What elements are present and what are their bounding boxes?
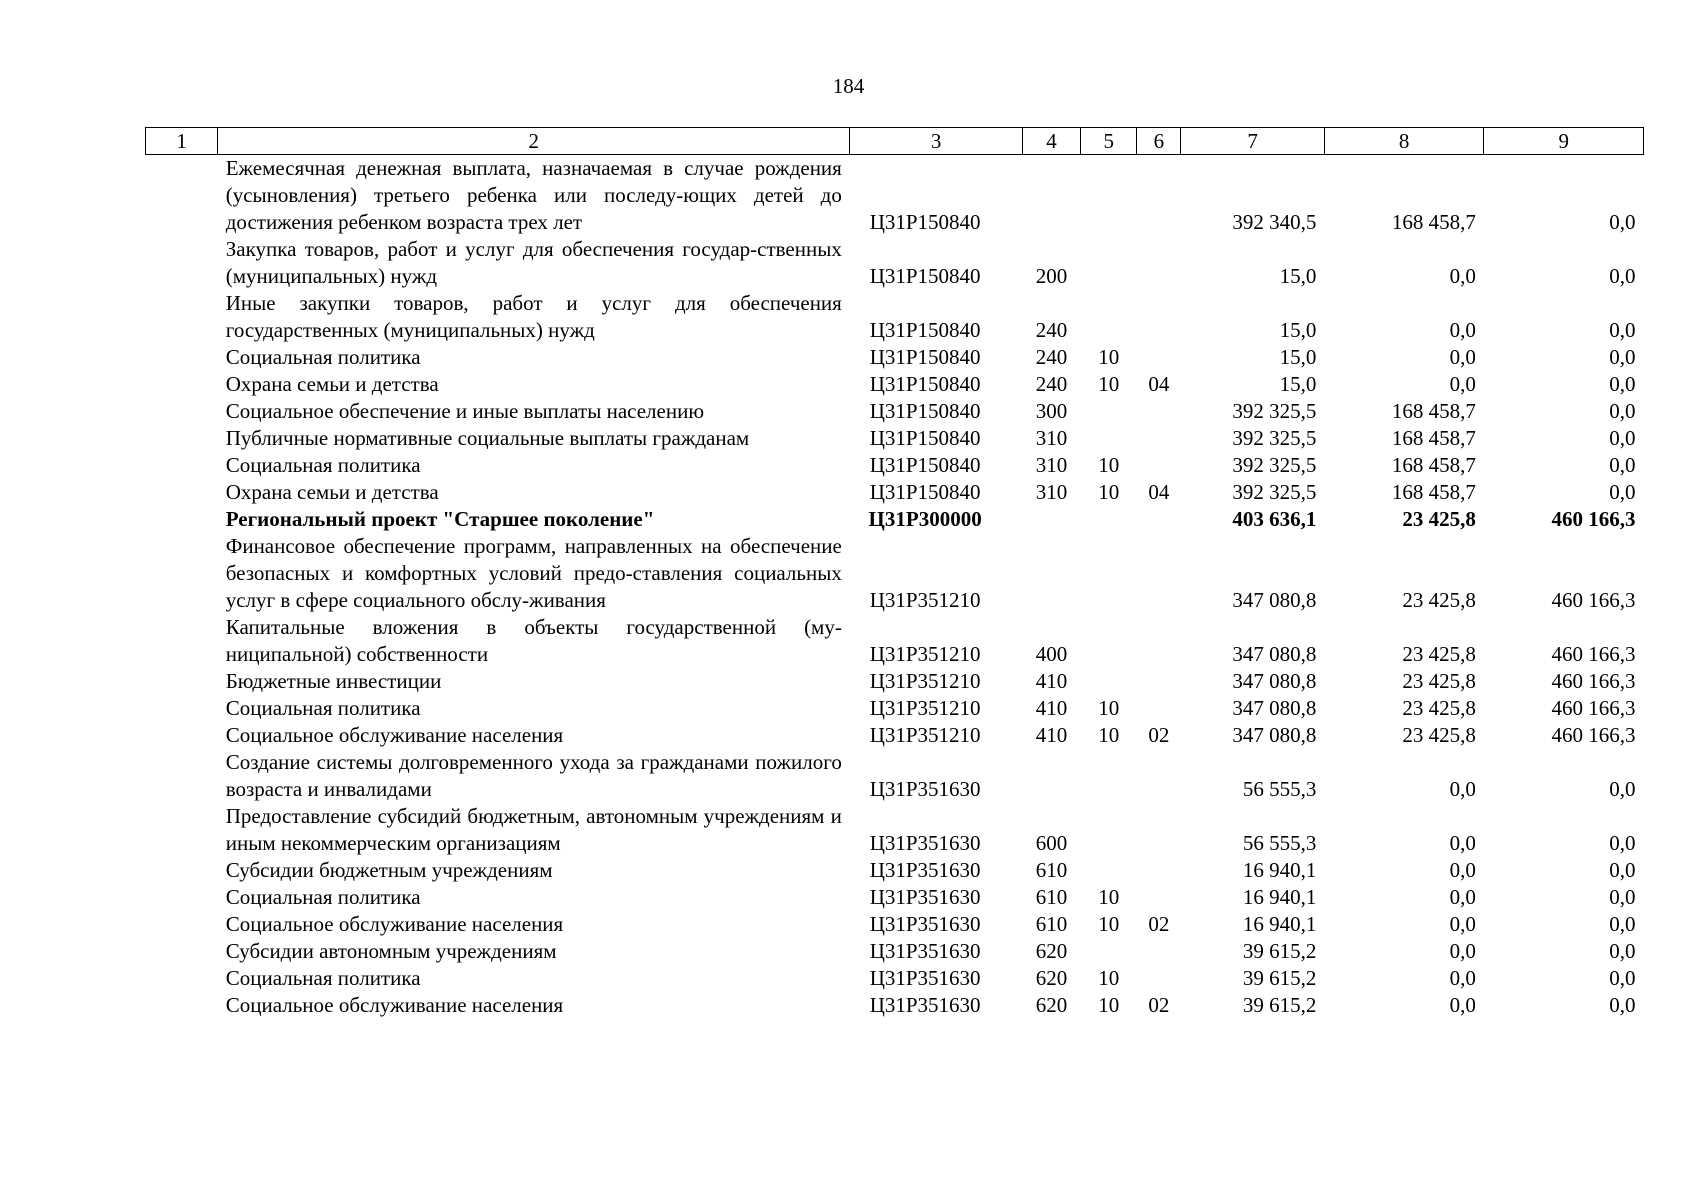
row-expense-type: 620 <box>1035 966 1068 990</box>
table-row <box>146 722 1644 749</box>
row-section: 10 <box>1098 345 1120 369</box>
row-amount-3: 0,0 <box>1609 777 1636 801</box>
row-subsection: 02 <box>1148 723 1170 747</box>
table-row <box>146 479 1644 506</box>
row-name: Социальная политика <box>225 966 421 990</box>
row-expense-type <box>1022 155 1080 237</box>
row-subsection <box>1137 290 1181 344</box>
row-amount-3: 0,0 <box>1609 345 1636 369</box>
header-col-2: 2 <box>218 128 850 155</box>
row-subsection <box>1137 938 1181 965</box>
row-section <box>1081 857 1137 884</box>
row-amount-3: 0,0 <box>1609 885 1636 909</box>
row-amount-3: 0,0 <box>1609 912 1636 936</box>
row-target-code: Ц31Р351630 <box>869 912 981 936</box>
num-col-1 <box>146 911 218 938</box>
row-subsection <box>1137 803 1181 857</box>
row-amount-2: 168 458,7 <box>1391 453 1476 477</box>
row-subsection <box>1137 533 1181 614</box>
row-target-code: Ц31Р150840 <box>869 480 981 504</box>
row-target-code: Ц31Р150840 <box>869 318 981 342</box>
table-row <box>146 398 1644 425</box>
num-col-1 <box>146 884 218 911</box>
row-amount-1: 347 080,8 <box>1232 696 1317 720</box>
row-amount-1: 392 325,5 <box>1232 426 1317 450</box>
row-section <box>1081 290 1137 344</box>
row-target-code: Ц31Р351210 <box>869 669 981 693</box>
row-expense-type: 610 <box>1035 858 1068 882</box>
row-section <box>1081 398 1137 425</box>
row-target-code: Ц31Р351210 <box>869 723 981 747</box>
row-expense-type: 300 <box>1035 399 1068 423</box>
row-section <box>1081 425 1137 452</box>
row-expense-type <box>1022 749 1080 803</box>
table-row <box>146 344 1644 371</box>
row-amount-1: 16 940,1 <box>1242 912 1317 936</box>
row-name: Охрана семьи и детства <box>225 372 439 396</box>
row-amount-2: 168 458,7 <box>1391 426 1476 450</box>
row-section: 10 <box>1098 453 1120 477</box>
row-amount-2: 23 425,8 <box>1402 723 1476 747</box>
row-expense-type <box>1022 506 1080 533</box>
row-expense-type: 600 <box>1035 831 1068 855</box>
header-col-6: 6 <box>1137 128 1181 155</box>
row-name: Создание системы долговременного ухода за гражданами пожилого возраста и инвалидами <box>225 750 842 801</box>
row-subsection <box>1137 452 1181 479</box>
row-target-code: Ц31Р351630 <box>869 966 981 990</box>
row-amount-2: 0,0 <box>1449 831 1476 855</box>
row-amount-2: 0,0 <box>1449 264 1476 288</box>
table-row <box>146 452 1644 479</box>
num-col-1 <box>146 614 218 668</box>
row-expense-type: 410 <box>1035 723 1068 747</box>
row-amount-1: 16 940,1 <box>1242 858 1317 882</box>
row-amount-2: 0,0 <box>1449 858 1476 882</box>
row-amount-1: 15,0 <box>1279 264 1317 288</box>
row-subsection <box>1137 236 1181 290</box>
row-amount-3: 0,0 <box>1609 939 1636 963</box>
row-amount-2: 168 458,7 <box>1391 480 1476 504</box>
num-col-1 <box>146 857 218 884</box>
row-amount-2: 168 458,7 <box>1391 210 1476 234</box>
header-col-8: 8 <box>1324 128 1484 155</box>
row-name: Региональный проект "Старшее поколение" <box>225 507 655 531</box>
row-target-code: Ц31Р351630 <box>869 939 981 963</box>
row-amount-1: 15,0 <box>1279 372 1317 396</box>
row-amount-1: 347 080,8 <box>1232 669 1317 693</box>
row-section <box>1081 668 1137 695</box>
row-target-code: Ц31Р150840 <box>869 210 981 234</box>
table-row <box>146 668 1644 695</box>
row-name: Социальная политика <box>225 453 421 477</box>
num-col-1 <box>146 695 218 722</box>
row-target-code: Ц31Р351630 <box>869 885 981 909</box>
num-col-1 <box>146 155 218 237</box>
row-amount-3: 460 166,3 <box>1551 669 1636 693</box>
row-subsection <box>1137 425 1181 452</box>
row-amount-3: 460 166,3 <box>1551 588 1636 612</box>
row-amount-2: 23 425,8 <box>1402 642 1476 666</box>
row-expense-type: 310 <box>1035 453 1068 477</box>
row-amount-1: 56 555,3 <box>1242 777 1317 801</box>
row-amount-1: 392 325,5 <box>1232 453 1317 477</box>
num-col-1 <box>146 398 218 425</box>
row-amount-2: 0,0 <box>1449 993 1476 1017</box>
table-body <box>146 155 1644 1020</box>
row-section: 10 <box>1098 723 1120 747</box>
row-name: Капитальные вложения в объекты государственной (му-ниципальной) собственности <box>225 615 842 666</box>
row-section: 10 <box>1098 993 1120 1017</box>
table-row <box>146 614 1644 668</box>
row-amount-3: 0,0 <box>1609 426 1636 450</box>
row-section <box>1081 803 1137 857</box>
row-amount-1: 16 940,1 <box>1242 885 1317 909</box>
num-col-1 <box>146 668 218 695</box>
row-subsection <box>1137 344 1181 371</box>
row-target-code: Ц31Р150840 <box>869 372 981 396</box>
row-amount-1: 347 080,8 <box>1232 642 1317 666</box>
row-amount-1: 56 555,3 <box>1242 831 1317 855</box>
row-amount-2: 0,0 <box>1449 912 1476 936</box>
table-row <box>146 884 1644 911</box>
table-row <box>146 749 1644 803</box>
row-amount-1: 392 340,5 <box>1232 210 1317 234</box>
table-row <box>146 911 1644 938</box>
row-name: Социальное обеспечение и иные выплаты населению <box>225 399 705 423</box>
num-col-1 <box>146 344 218 371</box>
row-section: 10 <box>1098 480 1120 504</box>
row-amount-2: 0,0 <box>1449 939 1476 963</box>
row-name: Иные закупки товаров, работ и услуг для обеспечения государственных (муниципальных) нужд <box>225 291 842 342</box>
num-col-1 <box>146 992 218 1019</box>
row-subsection: 04 <box>1148 480 1170 504</box>
row-target-code: Ц31Р150840 <box>869 426 981 450</box>
table-row <box>146 857 1644 884</box>
table-row <box>146 371 1644 398</box>
row-subsection <box>1137 614 1181 668</box>
row-target-code: Ц31Р351210 <box>869 696 981 720</box>
row-section: 10 <box>1098 912 1120 936</box>
row-amount-1: 15,0 <box>1279 318 1317 342</box>
table-row <box>146 938 1644 965</box>
row-amount-3: 0,0 <box>1609 966 1636 990</box>
row-amount-2: 23 425,8 <box>1402 696 1476 720</box>
num-col-1 <box>146 479 218 506</box>
num-col-1 <box>146 371 218 398</box>
header-col-1: 1 <box>146 128 218 155</box>
header-col-4: 4 <box>1022 128 1080 155</box>
header-col-3: 3 <box>850 128 1023 155</box>
row-expense-type <box>1022 533 1080 614</box>
row-expense-type: 240 <box>1035 345 1068 369</box>
row-amount-1: 15,0 <box>1279 345 1317 369</box>
row-section <box>1081 749 1137 803</box>
row-amount-2: 0,0 <box>1449 885 1476 909</box>
row-section: 10 <box>1098 696 1120 720</box>
row-section <box>1081 533 1137 614</box>
num-col-1 <box>146 506 218 533</box>
row-amount-3: 0,0 <box>1609 399 1636 423</box>
row-expense-type: 610 <box>1035 885 1068 909</box>
row-name: Социальная политика <box>225 696 421 720</box>
row-subsection <box>1137 965 1181 992</box>
row-subsection <box>1137 857 1181 884</box>
row-amount-2: 23 425,8 <box>1402 669 1476 693</box>
row-target-code: Ц31Р150840 <box>869 264 981 288</box>
table-row <box>146 803 1644 857</box>
budget-table <box>145 127 1644 1019</box>
row-amount-1: 347 080,8 <box>1232 723 1317 747</box>
num-col-1 <box>146 722 218 749</box>
row-target-code: Ц31Р300000 <box>868 507 982 531</box>
table-row <box>146 290 1644 344</box>
row-target-code: Ц31Р150840 <box>869 345 981 369</box>
row-name: Социальная политика <box>225 885 421 909</box>
row-section: 10 <box>1098 372 1120 396</box>
row-amount-1: 403 636,1 <box>1232 507 1317 531</box>
row-amount-2: 168 458,7 <box>1391 399 1476 423</box>
row-name: Социальная политика <box>225 345 421 369</box>
row-amount-1: 347 080,8 <box>1232 588 1317 612</box>
row-subsection <box>1137 398 1181 425</box>
row-target-code: Ц31Р351210 <box>869 588 981 612</box>
row-section <box>1081 938 1137 965</box>
row-expense-type: 410 <box>1035 669 1068 693</box>
num-col-1 <box>146 236 218 290</box>
row-name: Субсидии автономным учреждениям <box>225 939 557 963</box>
row-expense-type: 310 <box>1035 480 1068 504</box>
row-subsection <box>1137 749 1181 803</box>
table-row <box>146 236 1644 290</box>
row-name: Бюджетные инвестиции <box>225 669 442 693</box>
row-expense-type: 400 <box>1035 642 1068 666</box>
row-target-code: Ц31Р351210 <box>869 642 981 666</box>
num-col-1 <box>146 803 218 857</box>
row-expense-type: 200 <box>1035 264 1068 288</box>
row-section <box>1081 236 1137 290</box>
table-row <box>146 425 1644 452</box>
header-row <box>146 128 1644 155</box>
table-row <box>146 695 1644 722</box>
row-amount-2: 0,0 <box>1449 372 1476 396</box>
table-row <box>146 155 1644 237</box>
row-amount-1: 39 615,2 <box>1242 966 1317 990</box>
table-row <box>146 992 1644 1019</box>
row-section <box>1081 506 1137 533</box>
header-col-7: 7 <box>1181 128 1324 155</box>
row-expense-type: 310 <box>1035 426 1068 450</box>
row-name: Социальное обслуживание населения <box>225 723 564 747</box>
row-name: Социальное обслуживание населения <box>225 993 564 1017</box>
row-subsection <box>1137 884 1181 911</box>
row-amount-3: 0,0 <box>1609 372 1636 396</box>
row-subsection <box>1137 668 1181 695</box>
row-name: Охрана семьи и детства <box>225 480 439 504</box>
row-subsection: 04 <box>1148 372 1170 396</box>
row-amount-3: 0,0 <box>1609 453 1636 477</box>
row-name: Финансовое обеспечение программ, направленных на обеспечение безопасных и комфортных условий предо-ставления социальных услуг в сфере социального обслу-живания <box>225 534 842 612</box>
row-section <box>1081 155 1137 237</box>
num-col-1 <box>146 425 218 452</box>
row-name: Социальное обслуживание населения <box>225 912 564 936</box>
row-amount-3: 460 166,3 <box>1551 723 1636 747</box>
row-amount-1: 392 325,5 <box>1232 399 1317 423</box>
row-target-code: Ц31Р150840 <box>869 453 981 477</box>
row-subsection <box>1137 155 1181 237</box>
header-col-5: 5 <box>1081 128 1137 155</box>
row-name: Ежемесячная денежная выплата, назначаемая в случае рождения (усыновления) третьего ребенка или последу-ющих детей до достижения ребенком возраста трех лет <box>225 156 842 234</box>
row-amount-3: 0,0 <box>1609 858 1636 882</box>
row-target-code: Ц31Р351630 <box>869 831 981 855</box>
row-amount-2: 23 425,8 <box>1402 507 1476 531</box>
row-target-code: Ц31Р351630 <box>869 858 981 882</box>
num-col-1 <box>146 938 218 965</box>
num-col-1 <box>146 290 218 344</box>
row-section: 10 <box>1098 966 1120 990</box>
num-col-1 <box>146 452 218 479</box>
row-target-code: Ц31Р150840 <box>869 399 981 423</box>
row-name: Предоставление субсидий бюджетным, автономным учреждениям и иным некоммерческим организациям <box>225 804 842 855</box>
table-header <box>146 128 1644 155</box>
row-section <box>1081 614 1137 668</box>
page-number: 184 <box>832 74 865 98</box>
row-expense-type: 240 <box>1035 318 1068 342</box>
row-amount-3: 460 166,3 <box>1551 696 1636 720</box>
row-amount-2: 0,0 <box>1449 777 1476 801</box>
row-subsection: 02 <box>1148 993 1170 1017</box>
row-subsection: 02 <box>1148 912 1170 936</box>
row-amount-3: 0,0 <box>1609 210 1636 234</box>
header-col-9: 9 <box>1484 128 1644 155</box>
row-amount-2: 0,0 <box>1449 966 1476 990</box>
row-target-code: Ц31Р351630 <box>869 777 981 801</box>
row-amount-3: 0,0 <box>1609 993 1636 1017</box>
row-amount-3: 460 166,3 <box>1551 507 1636 531</box>
table-row <box>146 965 1644 992</box>
table-row <box>146 533 1644 614</box>
row-expense-type: 610 <box>1035 912 1068 936</box>
row-name: Публичные нормативные социальные выплаты гражданам <box>225 426 750 450</box>
row-amount-3: 0,0 <box>1609 831 1636 855</box>
row-amount-3: 460 166,3 <box>1551 642 1636 666</box>
row-expense-type: 620 <box>1035 993 1068 1017</box>
row-amount-3: 0,0 <box>1609 480 1636 504</box>
row-expense-type: 410 <box>1035 696 1068 720</box>
table-row <box>146 506 1644 533</box>
row-subsection <box>1137 695 1181 722</box>
row-name: Закупка товаров, работ и услуг для обеспечения государ-ственных (муниципальных) нужд <box>225 237 842 288</box>
row-amount-1: 39 615,2 <box>1242 993 1317 1017</box>
row-amount-2: 0,0 <box>1449 318 1476 342</box>
row-expense-type: 620 <box>1035 939 1068 963</box>
row-subsection <box>1137 506 1181 533</box>
row-amount-1: 39 615,2 <box>1242 939 1317 963</box>
row-amount-3: 0,0 <box>1609 318 1636 342</box>
row-amount-2: 0,0 <box>1449 345 1476 369</box>
row-target-code: Ц31Р351630 <box>869 993 981 1017</box>
row-name: Субсидии бюджетным учреждениям <box>225 858 553 882</box>
num-col-1 <box>146 965 218 992</box>
row-expense-type: 240 <box>1035 372 1068 396</box>
num-col-1 <box>146 533 218 614</box>
row-section: 10 <box>1098 885 1120 909</box>
row-amount-2: 23 425,8 <box>1402 588 1476 612</box>
num-col-1 <box>146 749 218 803</box>
row-amount-3: 0,0 <box>1609 264 1636 288</box>
row-amount-1: 392 325,5 <box>1232 480 1317 504</box>
